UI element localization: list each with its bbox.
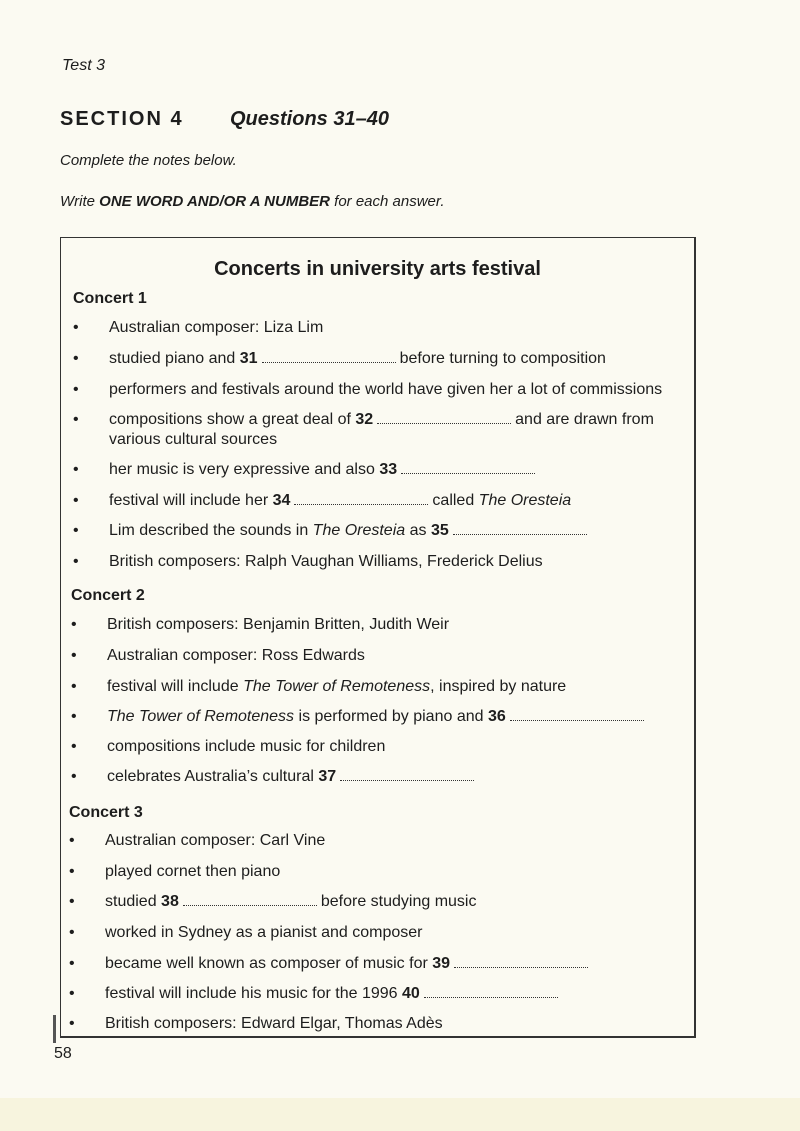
instruction-limit-emphasis: ONE WORD AND/OR A NUMBER [99, 193, 330, 210]
concert-3-heading: Concert 3 [69, 804, 143, 821]
answer-blank-36[interactable] [510, 708, 644, 721]
instruction-complete-notes: Complete the notes below. [60, 152, 237, 169]
note-text [105, 954, 592, 974]
note-text-part: as [405, 522, 431, 539]
bullet-icon: • [73, 461, 79, 478]
page-number: 58 [54, 1045, 72, 1062]
instruction-word-limit [60, 193, 445, 210]
bullet-icon: • [71, 738, 77, 755]
note-text-part: celebrates Australia’s cultural [107, 768, 319, 785]
question-number-37: 37 [318, 768, 337, 785]
note-text [109, 349, 606, 369]
answer-blank-32[interactable] [377, 411, 511, 424]
note-text-part: and are drawn from various cultural sources [109, 411, 654, 448]
answer-blank-40[interactable] [424, 985, 558, 998]
note-text: British composers: Ralph Vaughan Williams, Frederick Delius [109, 553, 543, 570]
note-text-part: festival will include her [109, 492, 273, 509]
answer-blank-34[interactable] [294, 492, 428, 505]
work-title: The Tower of Remoteness [107, 708, 295, 725]
note-text: British composers: Benjamin Britten, Judith Weir [107, 616, 450, 633]
bullet-icon: • [73, 350, 79, 367]
notes-title: Concerts in university arts festival [214, 258, 541, 280]
note-text: Australian composer: Liza Lim [109, 319, 324, 336]
note-text-part: festival will include [107, 678, 244, 695]
bullet-icon: • [73, 492, 79, 509]
note-text-part: Lim described the sounds in [109, 522, 313, 539]
bullet-icon: • [71, 616, 77, 633]
bullet-icon: • [71, 708, 77, 725]
question-number-32: 32 [355, 411, 374, 428]
bullet-icon: • [73, 381, 79, 398]
note-text [105, 892, 476, 912]
note-text: worked in Sydney as a pianist and composer [105, 924, 423, 941]
note-text-part: before turning to composition [399, 350, 606, 367]
note-text-part: her music is very expressive and also [109, 461, 380, 478]
bullet-icon: • [69, 832, 75, 849]
note-text [107, 707, 648, 727]
concert-1-heading: Concert 1 [73, 290, 147, 307]
bullet-icon: • [73, 319, 79, 336]
question-number-36: 36 [487, 708, 506, 725]
bullet-icon: • [69, 1015, 75, 1032]
work-title: The Oresteia [478, 492, 572, 509]
note-text: Australian composer: Carl Vine [105, 832, 326, 849]
section-label: SECTION 4 [60, 108, 184, 130]
note-text [107, 767, 478, 787]
bullet-icon: • [71, 768, 77, 785]
section-heading [60, 108, 389, 131]
question-number-38: 38 [161, 893, 179, 910]
answer-blank-39[interactable] [454, 955, 588, 968]
note-text [105, 984, 562, 1004]
questions-range: Questions 31–40 [230, 108, 389, 130]
note-text [109, 521, 591, 541]
note-text [109, 410, 684, 450]
answer-blank-37[interactable] [340, 768, 474, 781]
note-text [109, 491, 571, 511]
answer-blank-31[interactable] [262, 350, 396, 363]
answer-blank-38[interactable] [183, 893, 317, 906]
test-label: Test 3 [62, 57, 105, 74]
note-text-part: studied piano and [109, 350, 240, 367]
note-text-part: compositions show a great deal of [109, 411, 356, 428]
box-shadow-edge [53, 1015, 56, 1043]
note-text-part: is performed by piano and [294, 708, 488, 725]
note-text [107, 677, 566, 697]
note-text-part: became well known as composer of music for [105, 955, 433, 972]
bullet-icon: • [69, 863, 75, 880]
note-text: performers and festivals around the world have given her a lot of commissions [109, 381, 663, 398]
question-number-33: 33 [379, 461, 398, 478]
bullet-icon: • [69, 924, 75, 941]
bullet-icon: • [69, 955, 75, 972]
question-number-35: 35 [430, 522, 449, 539]
bullet-icon: • [69, 985, 75, 1002]
note-text: Australian composer: Ross Edwards [107, 647, 365, 664]
note-text-part: , inspired by nature [430, 678, 567, 695]
note-text-part: studied [105, 893, 162, 910]
note-text: played cornet then piano [105, 863, 281, 880]
bullet-icon: • [69, 893, 75, 910]
question-number-34: 34 [272, 492, 291, 509]
bullet-icon: • [73, 411, 79, 428]
work-title: The Oresteia [312, 522, 406, 539]
note-text: British composers: Edward Elgar, Thomas Adès [105, 1015, 443, 1032]
page-bottom-band [0, 1098, 800, 1131]
instruction-suffix: for each answer. [330, 193, 445, 210]
note-text-part: before studying music [320, 893, 477, 910]
note-text: compositions include music for children [107, 738, 386, 755]
answer-blank-35[interactable] [453, 522, 587, 535]
bullet-icon: • [71, 647, 77, 664]
instruction-prefix: Write [60, 193, 100, 210]
question-number-40: 40 [402, 985, 420, 1002]
question-number-31: 31 [239, 350, 258, 367]
answer-blank-33[interactable] [401, 461, 535, 474]
bullet-icon: • [73, 522, 79, 539]
bullet-icon: • [71, 678, 77, 695]
work-title: The Tower of Remoteness [243, 678, 431, 695]
question-number-39: 39 [432, 955, 451, 972]
note-text-part: called [432, 492, 479, 509]
concert-2-heading: Concert 2 [71, 587, 145, 604]
note-text [109, 460, 539, 480]
note-text-part: festival will include his music for the 1996 [105, 985, 403, 1002]
bullet-icon: • [73, 553, 79, 570]
notes-box [60, 237, 696, 1038]
